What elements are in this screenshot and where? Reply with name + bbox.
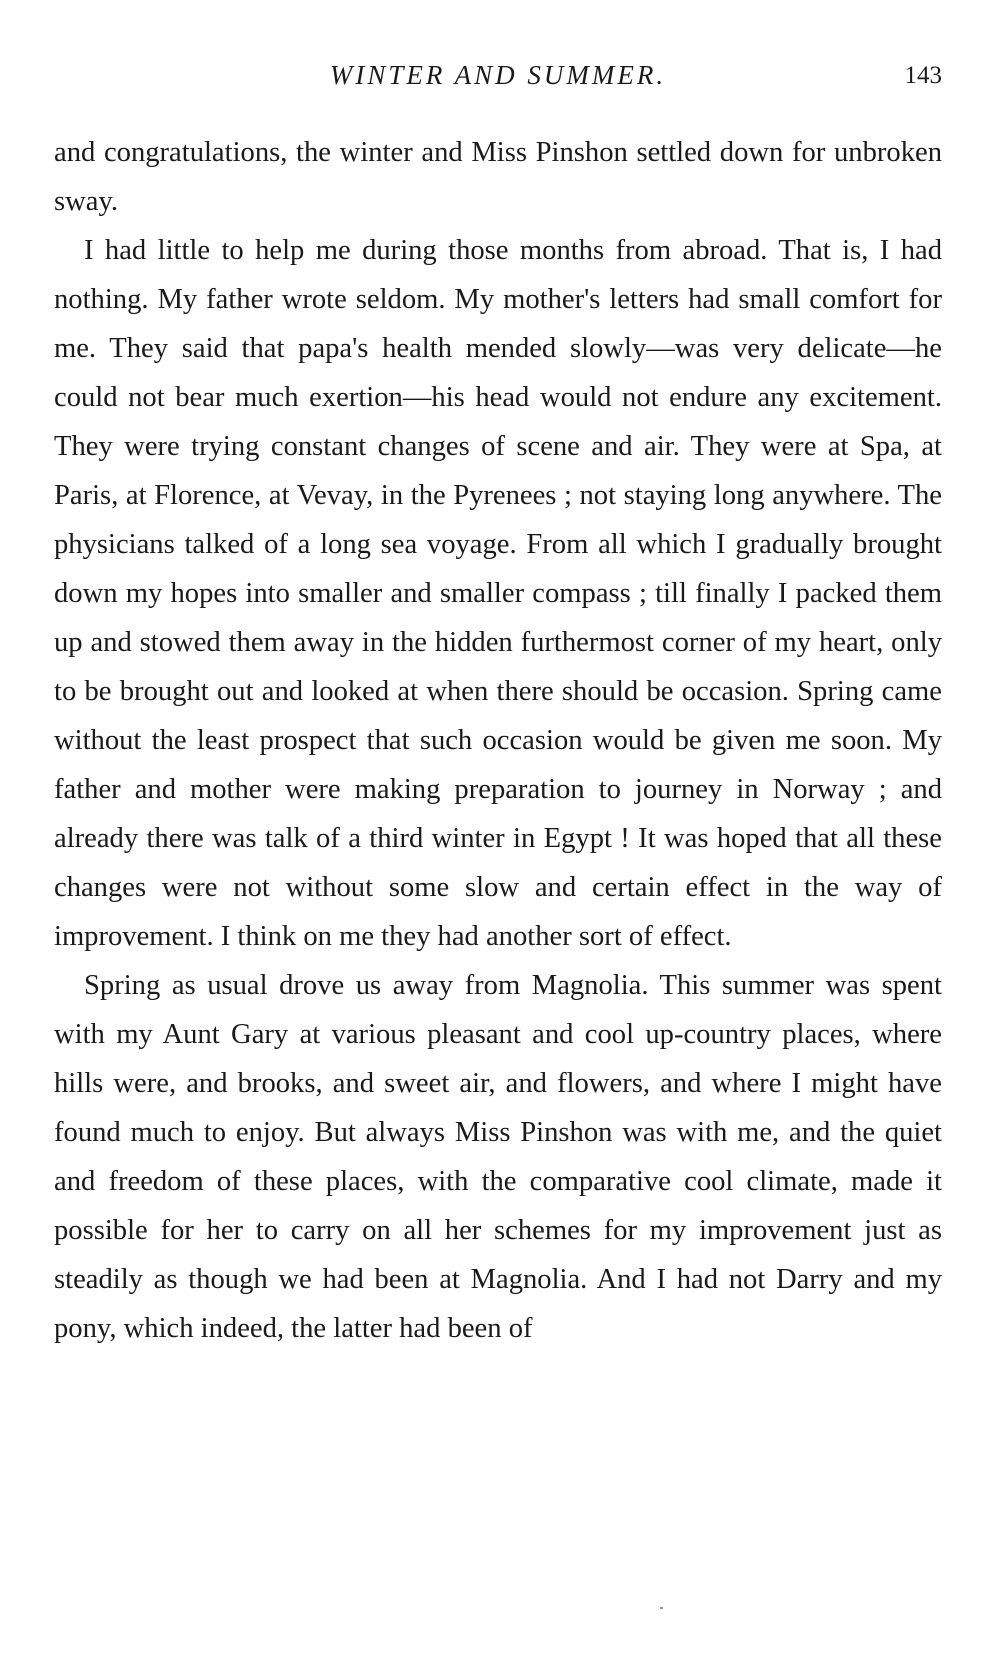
body-text: [54, 128, 942, 1353]
paragraph-2: I had little to help me during those months from abroad. That is, I had nothing. My father wrote seldom. My mother's letters had small comfort for me. They said that papa's health mended slowly—was very delicate—he could not bear much exertion—his head would not endure any excitement. They were trying constant changes of scene and air. They were at Spa, at Paris, at Florence, at Vevay, in the Pyrenees ; not staying long anywhere. The physicians talked of a long sea voyage. From all which I gradually brought down my hopes into smaller and smaller compass ; till finally I packed them up and stowed them away in the hidden furthermost corner of my heart, only to be brought out and looked at when there should be occasion. Spring came without the least prospect that such occasion would be given me soon. My father and mother were making preparation to journey in Norway ; and already there was talk of a third winter in Egypt ! It was hoped that all these changes were not without some slow and certain effect in the way of improvement. I think on me they had another sort of effect.: [54, 235, 942, 952]
page-number: 143: [904, 62, 942, 89]
page-header: [54, 60, 942, 100]
ink-speck: [660, 1607, 663, 1609]
running-title: WINTER AND SUMMER.: [329, 60, 667, 90]
paragraph-3: Spring as usual drove us away from Magnolia. This summer was spent with my Aunt Gary at various pleasant and cool up-country places, where hills were, and brooks, and sweet air, and flowers, and where I might have found much to enjoy. But always Miss Pinshon was with me, and the quiet and freedom of these places, with the comparative cool climate, made it possible for her to carry on all her schemes for my improvement just as steadily as though we had been at Magnolia. And I had not Darry and my pony, which indeed, the latter had been of: [54, 970, 942, 1344]
paragraph-1: and congratulations, the winter and Miss Pinshon settled down for unbroken sway.: [54, 137, 942, 217]
